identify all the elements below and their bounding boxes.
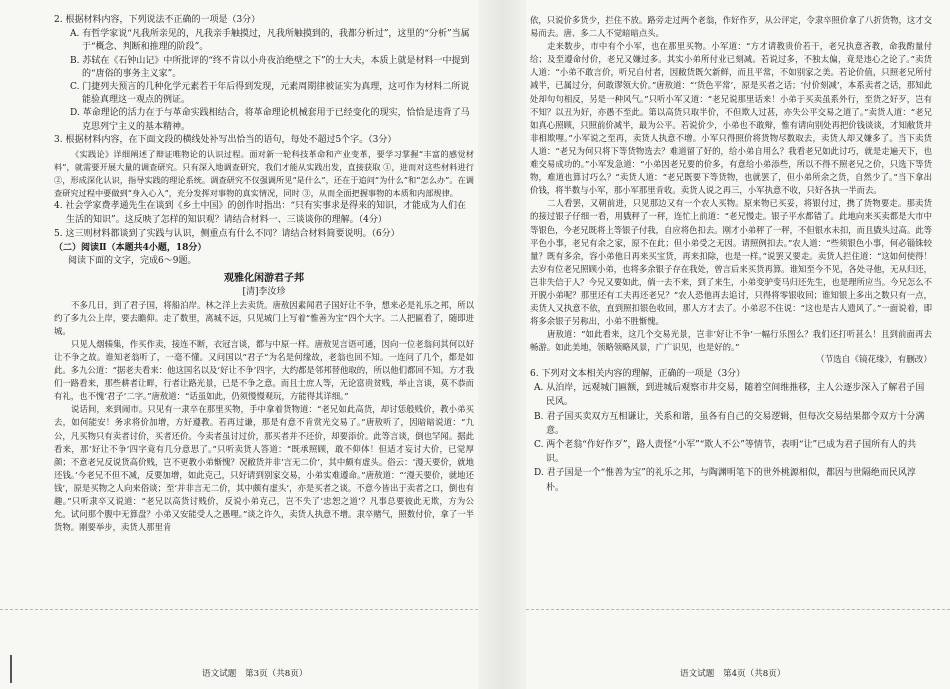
passage-paragraph: 走来数步，市中有个小军，也在那里买物。小军道：“方才请教贵价若干，老兄执意吝教，命我酌量付给；及至遵命付价，老兄又嫌过多。其实小弟所付业已刻减。若说过多，不独太偏，竟是违心之论了。”卖货人道：“小弟不敢言价，听兄自付者，因敝货既欠新鲜，而且平常，不如别家之美。若论价值，只照老兄所付减半，已属过分，何敢谬领大价。”唐敖道：“‘货色平常’，原是买者之话；‘付价刻减’，本系卖者之话，那知此处却句句相反，另是一种风气。”只听小军又道：“老兄说那里话来！小弟于买卖虽系外行，至货之好歹，岂有不知？以丑为好，亦愚不至此。第以高货只取半价，不但欺人过甚，亦失公平交易之道了。”卖货人道：“老兄如真心照顾，只照前价减半，最为公平。若说价少，小弟也不敢辩，惟有请向别处再把价钱谈谈，才知敝货并非相欺哩。”小军说之至再，卖货人执意不增。小军只得照价将货物尽数取去，卖货人却又嫌多了。当下卖货人道：“老兄为何只将下等货物选去？难道留了好的，给小弟自用么？我看老兄如此讨巧，就是走遍天下，也难交易成功的。”小军发急道：“小弟因老兄要的价多，有意给小弟添些，所以不得不照老兄之价，只选下等货物，难道也算讨巧么？”卖货人道：“老兄既要下等货物，也就罢了，但小弟所余之货，自然少了。”当下拿出价钱，将半数与小军，那小军那里肯收。卖货人说之再三，小军执意不收，只好各执一半而去。 bbox=[530, 41, 932, 196]
reading-instruction: 阅读下面的文字，完成6～9题。 bbox=[68, 256, 197, 267]
q2-option-d: D. 革命理论的活力在于与革命实践相结合，将革命理论机械套用于已经变化的现实，恰恰是违背了马克思列宁主义的基本精神。 bbox=[70, 108, 470, 132]
q6-option-c: C. 两个老翁“作好作歹”，路人责怪“小军”“欺人不公”等情节，表明“让”已成为君子国所有人的共识。 bbox=[534, 440, 917, 465]
q4-text: 4. 社会学家费孝通先生在谈到《乡土中国》的创作时指出：“只有实事求是得来的知识，才能成为人们在生活的知识”。这反映了怎样的知识观？请结合材料一、三谈谈你的理解。（4分） bbox=[54, 201, 467, 225]
page-fold bbox=[478, 0, 526, 689]
q5-text: 5. 这三则材料都谈到了实践与认识，侧重点有什么不同？请结合材料简要说明。（6分） bbox=[54, 228, 400, 239]
binding-mark bbox=[10, 655, 12, 683]
right-page bbox=[530, 14, 932, 684]
left-page-footer: 语文试题 第3页（共8页） bbox=[202, 669, 308, 679]
passage-source: （节选自《镜花缘》，有删改） bbox=[815, 355, 932, 366]
q6-option-a: A. 从泊岸，远观城门匾额，到进城后观察市井交易，随着空间维推移，主人公逐步深入了解君子国民风。 bbox=[534, 383, 925, 408]
q2-option-a: A. 有哲学家说“凡我所亲见的，凡我亲手触摸过，凡我所触摸到的，我都分析过”，这里的“分析”当属于“概念、判断和推理的阶段”。 bbox=[70, 29, 470, 53]
section-heading: （二）阅读Ⅱ（本题共4小题，18分） bbox=[54, 243, 207, 254]
passage-paragraph: 唐敖道：“如此看来，这几个交易光景，岂非‘好让不争’一幅行乐图么？我们还打听甚么！且到前面再去畅游。如此美地，领略领略风景，广广识见，也是好的。” bbox=[530, 329, 932, 353]
q3-stem: 3. 根据材料内容，在下面文段的横线处补写出恰当的语句，每处不超过5个字。（3分） bbox=[54, 134, 397, 145]
q2-option-b: B. 苏轼在《石钟山记》中所批评的“终不肯以小舟夜泊绝壁之下”的士大夫，本质上就是材料一中提到的“唐俗的事务主义家”。 bbox=[70, 55, 470, 79]
passage-paragraph: 二人看罢，又朝前进，只见那边又有一个农人买物。原来物已买妥，将银付过，携了货物要走。那卖货的接过银子仔细一看，用戥秤了一秤，连忙上前道：“老兄慢走。银子平水都错了。此地向来买卖都是大市中等银色，今老兄既将上等银子付我，自应将色扣去。刚才小弟秤了一秤，不但银水未扣，而且戥头过高。此等平色小事，老兄有余之家，原不在此；但小弟受之无因。请照例扣去。”农人道：“些须银色小事，何必锱铢较量？既有多余，容小弟他日再来买宝货，再来扣除，也是一样。”说罢又要走。卖货人拦住道：“这如何使得！去岁有位老兄照顾小弟，也将多余银子存在我处，曾言后来买货再算。谁知至今不见，各处寻他，无从归还，岂非失信于人？今兄又要如此，倘一去不来，到了来生，小弟变驴变马归还先生，也是理所应当。今兄怎么不开脱小弟呢？那里还有工夫再还老兄？”农人恐他再去追讨，只得将零银收回；谁知银上多出之数只有一点，卖货人又执意不依，直到照扣银色收回，那人方才去了。小弟忍不住说：“这也是古人遗风了。”一面说着，即将多余银子另称出，小弟不胜惭愧。 bbox=[530, 198, 932, 327]
passage-paragraph: 只见人烟辏集，作买作卖，接连不断，衣冠言谈，都与中原一样。唐敖见言语可通，因向一位老翁问其何以好让不争之故。谁知老翁听了，一毫不懂。又问国以“君子”为名是何缘故，老翁也回不知。一连问了几个，都是如此。多九公道：“据老夫看来：他这国名以及‘好让不争’四字，大约都是邻邦替他取的，所以他们都回不知。方才我们一路看来，那些耕者让畔，行者让路光景，已是不争之意。而且士庶人等，无论富贵贫贱，举止言谈，莫不恭而有礼，也不愧‘君子’二字。”唐敖道：“话虽如此，仍须慢慢观玩，方能得其详细。” bbox=[54, 338, 474, 402]
q2-stem: 2. 根据材料内容，下列说法不正确的一项是（3分） bbox=[54, 15, 261, 25]
passage-paragraph: 依，只说价多货少，拦住不放。路旁走过两个老翁，作好作歹，从公评定，令隶卒照价拿了八折货物，这才交易而去。唐、多二人不觉暗暗点头。 bbox=[530, 15, 932, 39]
left-page bbox=[54, 14, 474, 684]
passage-paragraph: 说话间，来到闹市。只见有一隶卒在那里买物，手中拿着货物道：“老兄如此高货，却讨恁般贱价，教小弟买去，如何能安！务求将价加增，方好遵教。若再过谦，那是有意不肯赏光交易了。”唐敖听了，因暗暗说道：“九公，凡买物只有卖者讨价，买者还价。今卖者虽讨过价，那买者并不还价，却要添价。此等言谈，倒也罕闻。据此看来，那‘好让不争’四字竟有几分意思了。”只听卖货人答道：“既承照顾，敢不仰体！但适才妄讨大价，已觉厚颜；不意老兄反说货高价贱，岂不更教小弟惭愧？况敝货并非‘言无二价’，其中颇有虚头。俗云：‘漫天要价，就地还钱。’今老兄不但不减，反要加增，如此克己，只好请到别家交易，小弟实难遵命。”唐敖道：“‘漫天要价，就地还钱’，原是买物之人向来俗谈；至‘并非言无二价，其中颇有虚头’，亦是买者之谈。不意今皆出于卖者之口，倒也有趣。”只听隶卒又说道：“老兄以高货讨贱价，反说小弟克己，岂不失了‘忠恕之道’？凡事总要彼此无欺，方为公允。试问那个腹中无算盘？小弟又安能受人之愚哩。”谈之许久，卖货人执意不增。隶卒赌气，照数付价，拿了一半货物。刚要举步，卖货人那里肯 bbox=[54, 404, 474, 533]
passage-title: 观雅化闲游君子邦 bbox=[224, 272, 304, 284]
passage-author: [清]李汝珍 bbox=[242, 286, 286, 297]
passage-paragraph: 不多几日，到了君子国，将船泊岸。林之洋上去卖货。唐敖因素闻君子国好让不争，想来必是礼乐之邦，所以约了多九公上岸，要去瞻仰。走了数里，离城不远，只见城门上写着“惟善为宝”四个大字。二人把匾看了，随即进城。 bbox=[54, 299, 474, 336]
q6-option-d: D. 君子国是一个“惟善为宝”的礼乐之邦，与陶渊明笔下的世外桃源相似，都因与世隔绝而民风淳朴。 bbox=[534, 468, 916, 493]
q3-passage: 《实践论》详细阐述了辩证唯物论的认识过程。面对新一轮科技革命和产业变革，要学习掌握“丰富的感觉材料”，就需要开展大量的调查研究。只有深入地调查研究，我们才能从实践出发，直接获取 ①，进而对这些材料进行 ②，形成深化认识，指导实践的理论系统。调查研究不仅强调所见“是什么”，还在于追问“为什么”和“怎么办”。在调查研究过程中要做到“身入心入”，充分发挥对事物的真实情况，同时 ③，从而全面把握事物的本质和内部规律。 bbox=[54, 149, 474, 199]
q6-option-b: B. 君子国买卖双方互相谦让，关系和谐，虽各有自己的交易逻辑，但每次交易结果都令双方十分满意。 bbox=[534, 411, 925, 436]
q6-stem: 6. 下列对文本相关内容的理解，正确的一项是（3分） bbox=[530, 368, 746, 379]
q2-option-c: C. 门捷列夫预言的几种化学元素若干年后得到发现，元素周期律被证实为真理，这可作为材料二所说能验真理这一观点的例证。 bbox=[70, 82, 470, 106]
right-page-footer: 语文试题 第4页（共8页） bbox=[680, 669, 786, 679]
